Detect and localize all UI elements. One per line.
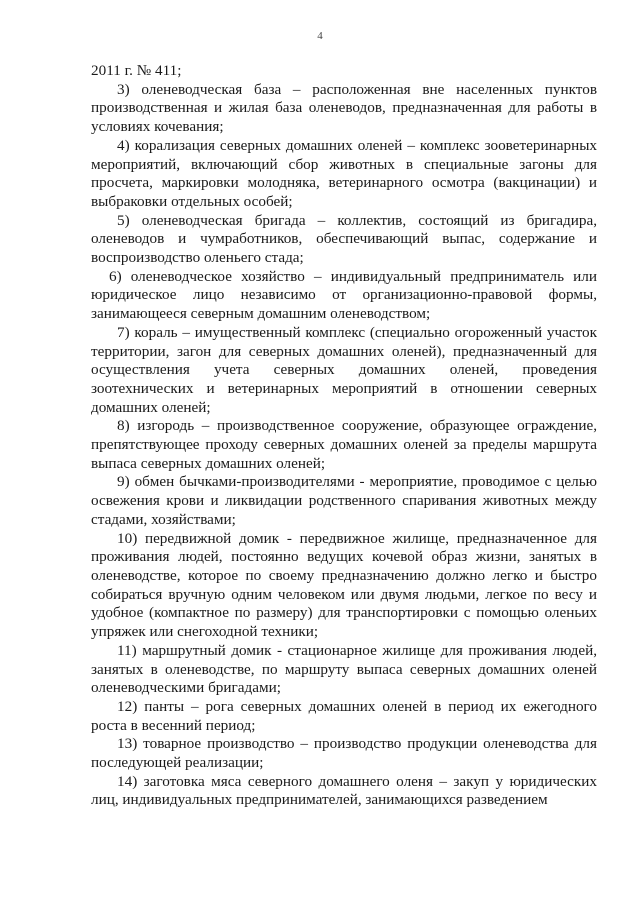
- paragraph-item-14: 14) заготовка мяса северного домашнего оленя – закуп у юридических лиц, индивидуальных предпринимателей, занимающихся разведением: [91, 772, 597, 809]
- paragraph-item-9: 9) обмен бычками-производителями - мероприятие, проводимое с целью освежения крови и ликвидации родственного спаривания животных между стадами, хозяйствами;: [91, 473, 597, 528]
- paragraph-item-7: 7) кораль – имущественный комплекс (специально огороженный участок территории, загон для северных домашних оленей), предназначенный для осуществления учета северных домашних оленей, проведения зоотехнических и ветеринарных мероприятий в отношении северных домашних оленей;: [91, 323, 597, 416]
- paragraph-continuation: 2011 г. № 411;: [91, 62, 182, 79]
- paragraph-item-12: 12) панты – рога северных домашних оленей в период их ежегодного роста в весенний период;: [91, 697, 597, 734]
- paragraph-item-13: 13) товарное производство – производство продукции оленеводства для последующей реализации;: [91, 735, 597, 772]
- page-number: 4: [317, 30, 323, 42]
- paragraph-item-3: 3) оленеводческая база – расположенная вне населенных пунктов производственная и жилая база оленеводов, предназначенная для работы в условиях кочевания;: [91, 80, 597, 136]
- paragraph-item-6: 6) оленеводческое хозяйство – индивидуальный предприниматель или юридическое лицо независимо от организационно-правовой формы, занимающееся северным домашним оленеводством;: [91, 267, 597, 323]
- paragraph-item-10: 10) передвижной домик - передвижное жилище, предназначенное для проживания людей, постоянно ведущих кочевой образ жизни, занятых в оленеводстве, которое по своему предназначению должно легко и быстро собираться вручную одним человеком или двумя людьми, легкое по весу и удобное (компактное по размеру) для транспортировки с помощью оленьих упряжек или снегоходной техники;: [91, 529, 597, 641]
- paragraph-item-8: 8) изгородь – производственное сооружение, образующее ограждение, препятствующее проходу северных домашних оленей за пределы маршрута выпаса северных домашних оленей;: [91, 417, 597, 472]
- paragraph-item-5: 5) оленеводческая бригада – коллектив, состоящий из бригадира, оленеводов и чумработников, обеспечивающий выпас, содержание и воспроизводство оленьего стада;: [91, 211, 597, 267]
- document-body: [91, 62, 597, 810]
- paragraph-item-11: 11) маршрутный домик - стационарное жилище для проживания людей, занятых в оленеводстве, по маршруту выпаса северных домашних оленей оленеводческими бригадами;: [91, 641, 597, 697]
- paragraph-item-4: 4) корализация северных домашних оленей – комплекс зооветеринарных мероприятий, включающий сбор животных в специальные загоны для просчета, маркировки молодняка, ветеринарного осмотра (вакцинации) и выбраковки отдельных особей;: [91, 136, 597, 210]
